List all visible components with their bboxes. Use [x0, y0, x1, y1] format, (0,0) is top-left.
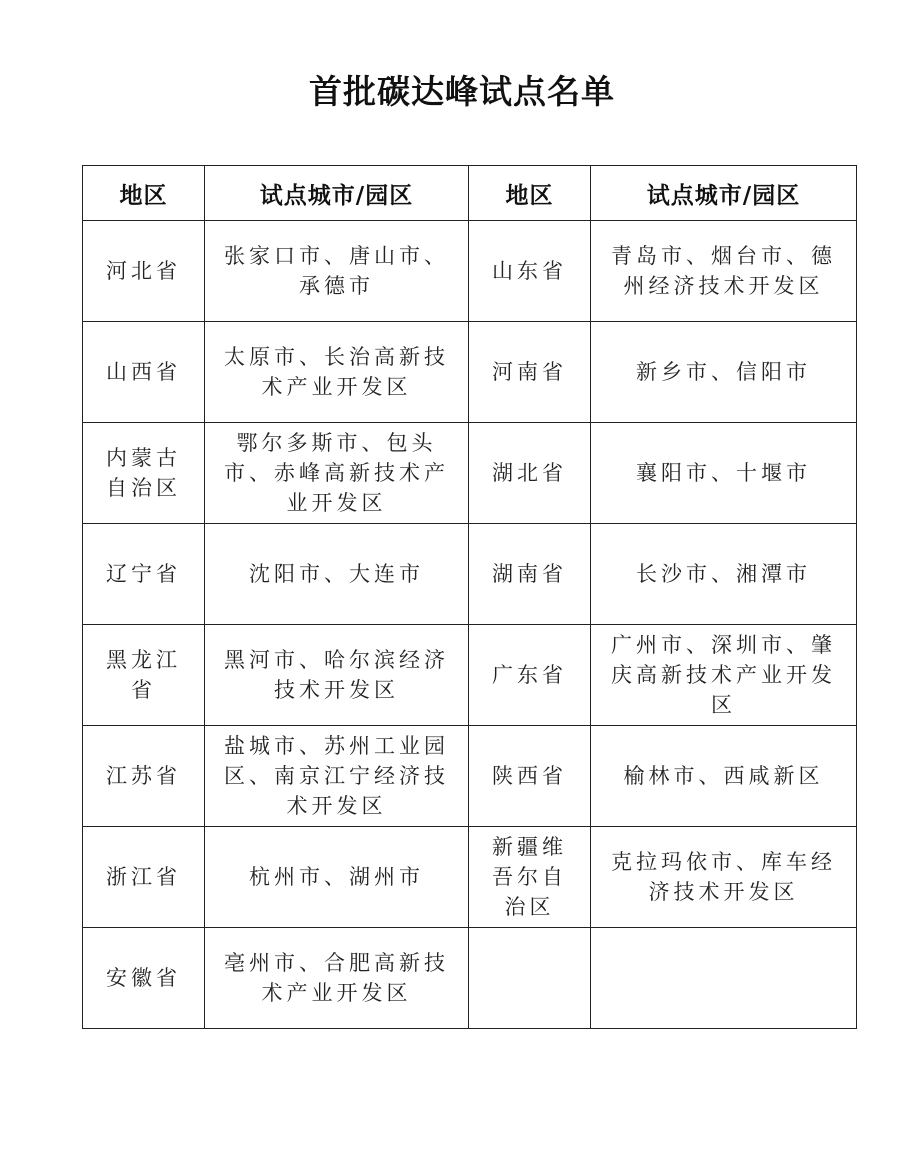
region-right-cell: 新疆维吾尔自治区	[469, 827, 591, 928]
cities-left-cell: 盐城市、苏州工业园区、南京江宁经济技术开发区	[205, 726, 469, 827]
header-region-left: 地区	[83, 166, 205, 221]
cities-right-cell: 广州市、深圳市、肇庆高新技术产业开发区	[591, 625, 857, 726]
region-left-cell: 安徽省	[83, 928, 205, 1029]
cities-right-cell: 长沙市、湘潭市	[591, 524, 857, 625]
table-row	[83, 423, 857, 524]
cities-right-cell: 克拉玛依市、库车经济技术开发区	[591, 827, 857, 928]
region-right-cell: 河南省	[469, 322, 591, 423]
region-right-cell: 广东省	[469, 625, 591, 726]
header-cities-right: 试点城市/园区	[591, 166, 857, 221]
table-row	[83, 625, 857, 726]
cities-left-cell: 鄂尔多斯市、包头市、赤峰高新技术产业开发区	[205, 423, 469, 524]
cities-left-cell: 张家口市、唐山市、承德市	[205, 221, 469, 322]
region-right-cell: 山东省	[469, 221, 591, 322]
region-left-cell: 河北省	[83, 221, 205, 322]
cities-left-cell: 沈阳市、大连市	[205, 524, 469, 625]
cities-right-cell	[591, 928, 857, 1029]
table-row	[83, 322, 857, 423]
cities-right-cell: 青岛市、烟台市、德州经济技术开发区	[591, 221, 857, 322]
header-cities-left: 试点城市/园区	[205, 166, 469, 221]
table-row	[83, 726, 857, 827]
header-region-right: 地区	[469, 166, 591, 221]
region-left-cell: 浙江省	[83, 827, 205, 928]
region-left-cell: 山西省	[83, 322, 205, 423]
region-left-cell: 内蒙古自治区	[83, 423, 205, 524]
region-right-cell	[469, 928, 591, 1029]
cities-left-cell: 亳州市、合肥高新技术产业开发区	[205, 928, 469, 1029]
cities-right-cell: 新乡市、信阳市	[591, 322, 857, 423]
region-left-cell: 辽宁省	[83, 524, 205, 625]
table-row	[83, 221, 857, 322]
cities-left-cell: 杭州市、湖州市	[205, 827, 469, 928]
region-left-cell: 江苏省	[83, 726, 205, 827]
table-row	[83, 524, 857, 625]
region-right-cell: 陕西省	[469, 726, 591, 827]
region-right-cell: 湖南省	[469, 524, 591, 625]
table-header-row	[83, 166, 857, 221]
cities-right-cell: 榆林市、西咸新区	[591, 726, 857, 827]
pilot-list-table	[82, 165, 857, 1029]
table-row	[83, 928, 857, 1029]
table-row	[83, 827, 857, 928]
document-title: 首批碳达峰试点名单	[309, 72, 615, 111]
region-right-cell: 湖北省	[469, 423, 591, 524]
cities-left-cell: 太原市、长治高新技术产业开发区	[205, 322, 469, 423]
cities-right-cell: 襄阳市、十堰市	[591, 423, 857, 524]
cities-left-cell: 黑河市、哈尔滨经济技术开发区	[205, 625, 469, 726]
region-left-cell: 黑龙江省	[83, 625, 205, 726]
